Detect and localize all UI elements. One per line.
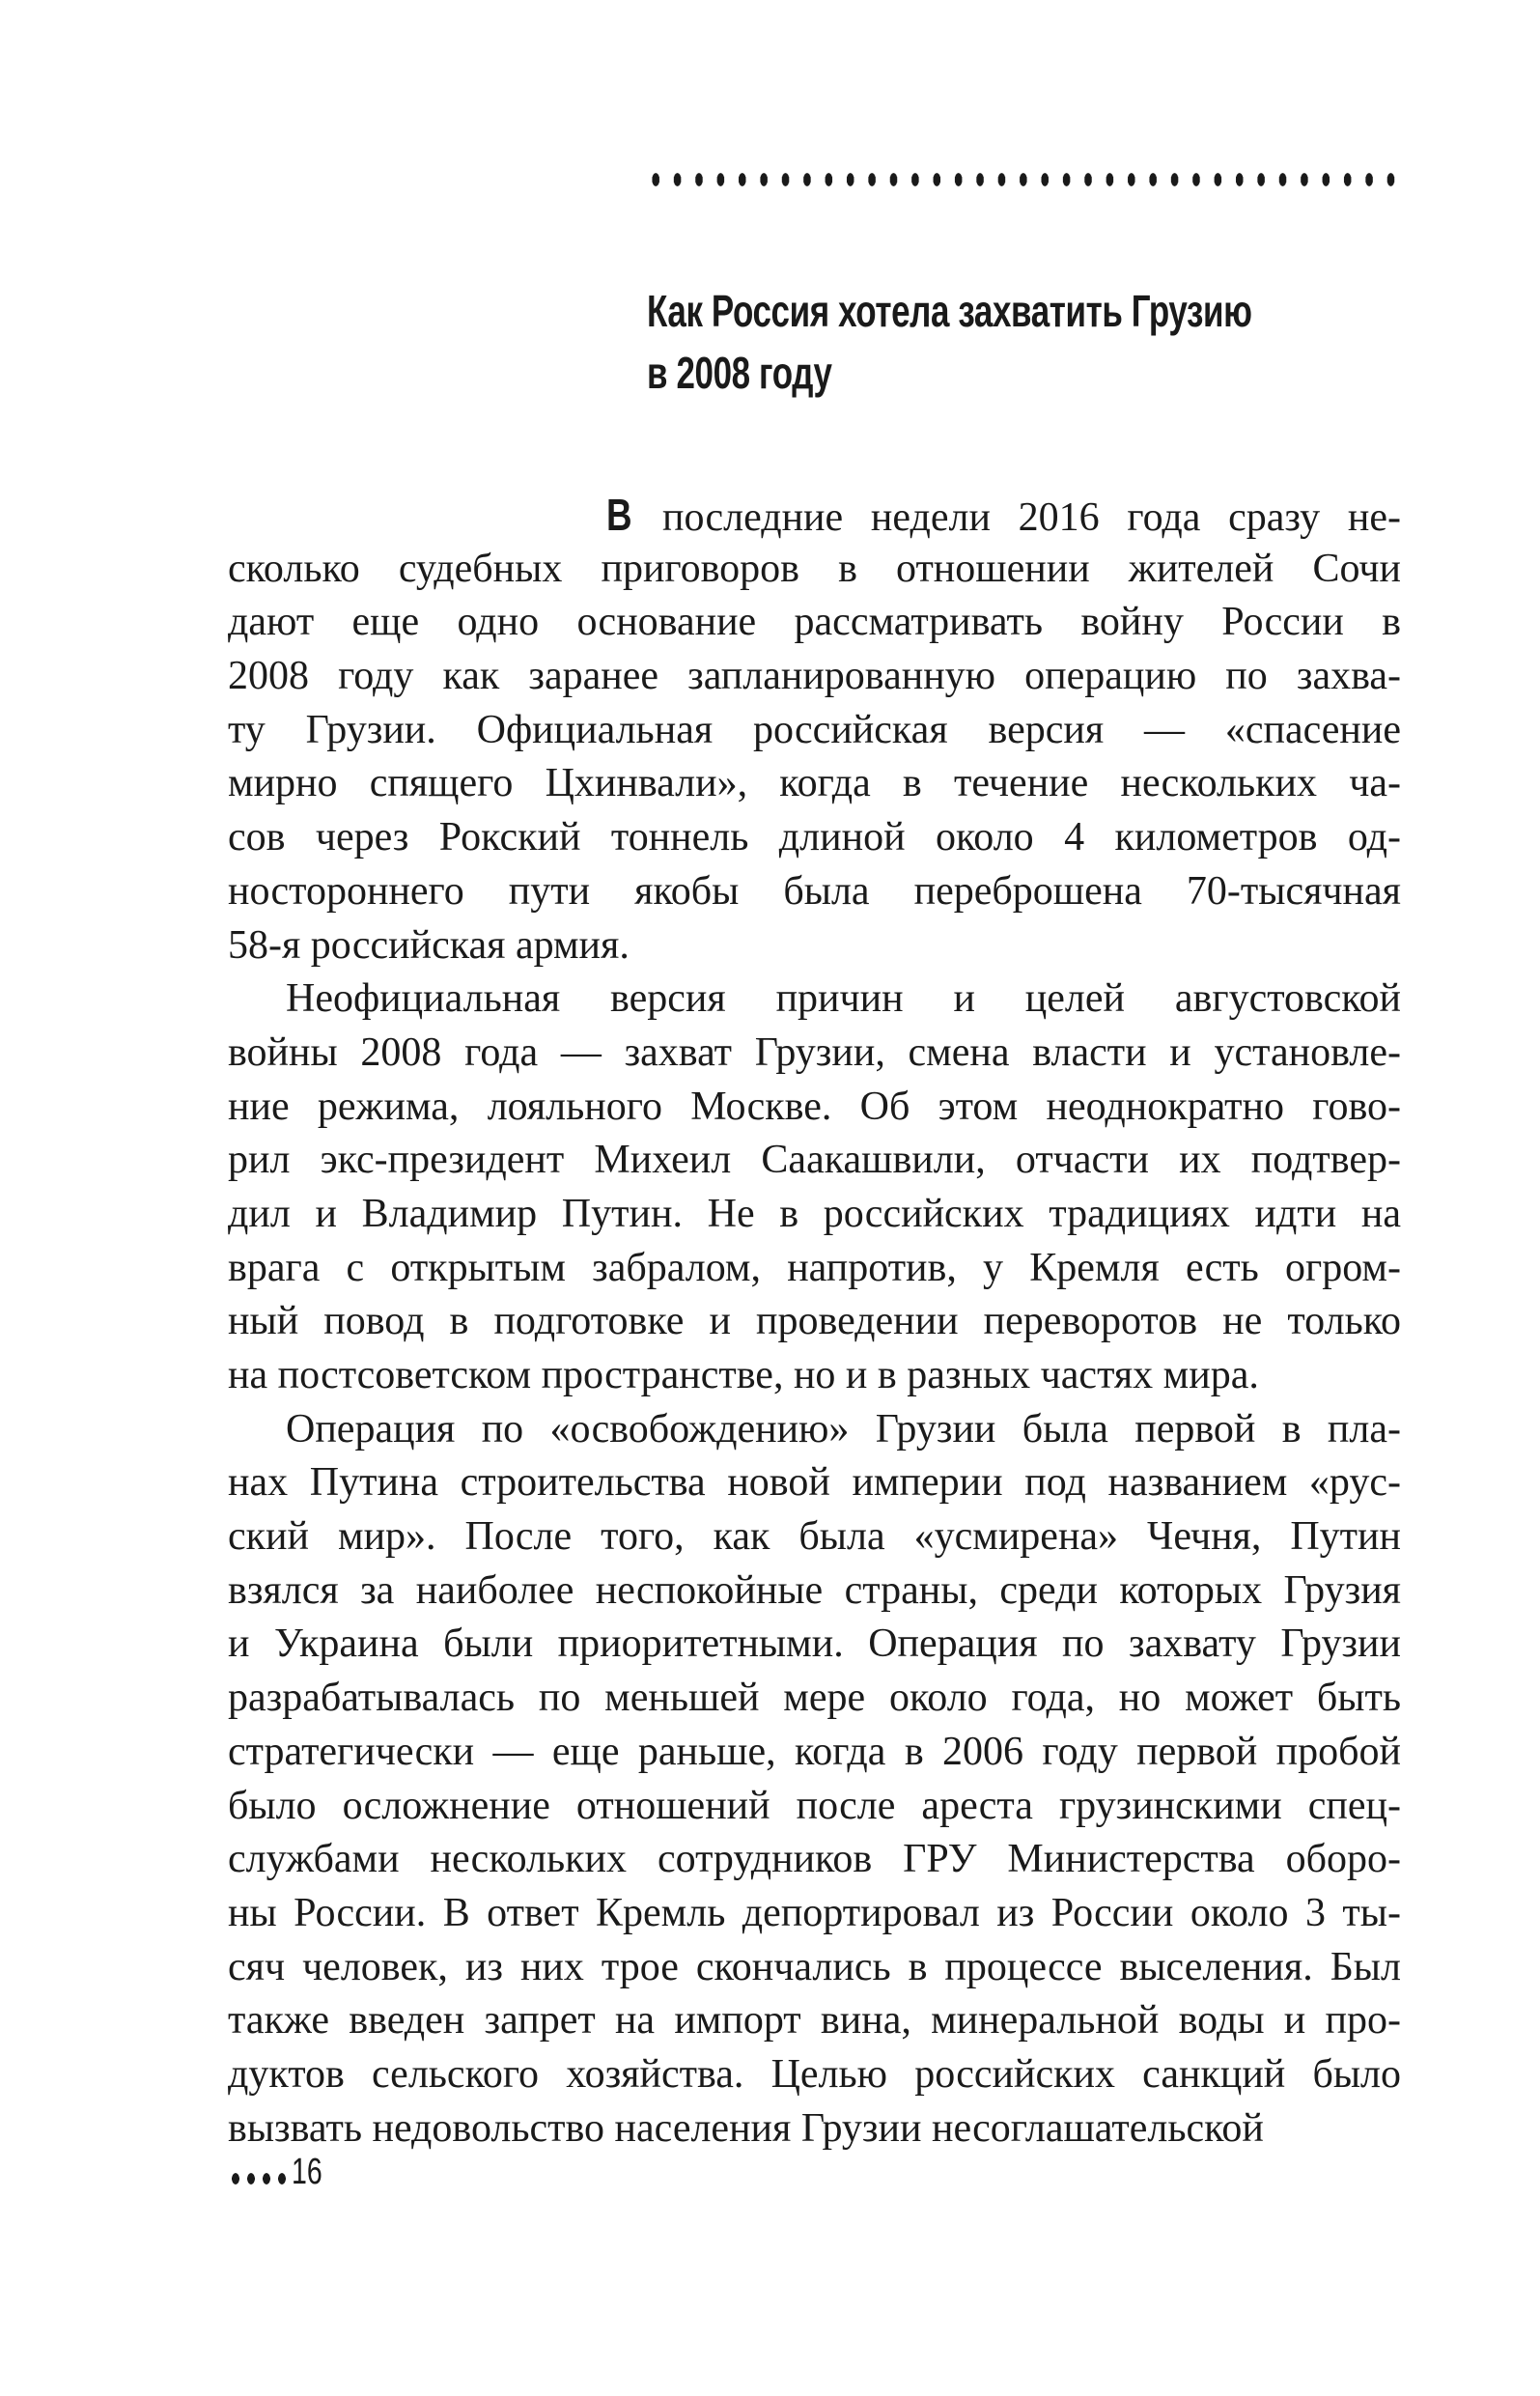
text-line xyxy=(228,1295,1401,1349)
chapter-title xyxy=(647,280,1252,404)
text-line-content: Неофициальная версия причин и целей августовской xyxy=(286,976,1401,1022)
text-line-content: дил и Владимир Путин. Не в российских традициях идти на xyxy=(228,1191,1401,1236)
paragraph xyxy=(228,972,1401,1403)
text-line xyxy=(228,1887,1401,1941)
footer-dots xyxy=(228,2172,290,2185)
text-line-content: мирно спящего Цхинвали», когда в течение нескольких ча- xyxy=(228,761,1401,806)
text-line xyxy=(228,1994,1401,2048)
text-line-content: сколько судебных приговоров в отношении жителей Сочи xyxy=(228,546,1401,591)
chapter-title-line: Как Россия хотела захватить Грузию xyxy=(647,286,1252,336)
text-line xyxy=(228,1833,1401,1887)
text-line xyxy=(228,1188,1401,1242)
text-line xyxy=(228,865,1401,919)
drop-cap: В xyxy=(606,490,632,540)
text-line-content: 2008 году как заранее запланированную операцию по захва- xyxy=(228,654,1401,699)
text-line-content: стратегически — еще раньше, когда в 2006 году первой пробой xyxy=(228,1729,1401,1774)
text-line-content: дают еще одно основание рассматривать войну России в xyxy=(228,600,1401,645)
text-line xyxy=(228,1672,1401,1726)
text-line xyxy=(228,650,1401,704)
text-line xyxy=(228,2102,1401,2156)
text-line xyxy=(228,1242,1401,1296)
text-line xyxy=(228,1456,1401,1510)
body-text xyxy=(228,489,1401,2156)
text-line-content: на постсоветском пространстве, но и в разных частях мира. xyxy=(228,1353,1259,1397)
text-line-content: службами нескольких сотрудников ГРУ Министерства оборо- xyxy=(228,1837,1401,1882)
text-line-content: было осложнение отношений после ареста грузинскими спец- xyxy=(228,1783,1401,1828)
text-line-content: рил экс-президент Михеил Саакашвили, отчасти их подтвер- xyxy=(228,1138,1401,1183)
text-line-content: ский мир». После того, как была «усмирена» Чечня, Путин xyxy=(228,1514,1401,1560)
text-line xyxy=(228,1618,1401,1672)
text-line xyxy=(228,596,1401,650)
text-line xyxy=(228,489,1401,543)
text-line xyxy=(228,1941,1401,1995)
text-line-content: сов через Рокский тоннель длиной около 4 километров од- xyxy=(228,815,1401,860)
text-line-content: дуктов сельского хозяйства. Целью российских санкций было xyxy=(228,2051,1401,2097)
page-number: 16 xyxy=(292,2152,322,2192)
text-line xyxy=(228,1134,1401,1188)
text-line xyxy=(228,1564,1401,1619)
text-line xyxy=(228,1349,1401,1403)
text-line-content: ностороннего пути якобы была переброшена 70-тысячная xyxy=(228,868,1401,914)
text-line xyxy=(228,1403,1401,1457)
text-line-content: вызвать недовольство населения Грузии несоглашательской xyxy=(228,2105,1264,2151)
text-line-content: врага с открытым забралом, напротив, у Кремля есть огром- xyxy=(228,1245,1401,1290)
text-line xyxy=(228,2048,1401,2102)
text-line-content: войны 2008 года — захват Грузии, смена власти и установле- xyxy=(228,1029,1401,1075)
chapter-title-line: в 2008 году xyxy=(647,348,832,398)
text-line-content: Операция по «освобождению» Грузии была первой в пла- xyxy=(286,1406,1401,1452)
page-footer xyxy=(228,2152,332,2193)
header-dot-rule xyxy=(645,170,1403,189)
text-line-content: ный повод в подготовке и проведении переворотов не только xyxy=(228,1299,1401,1344)
paragraph xyxy=(228,1403,1401,2156)
text-line xyxy=(228,704,1401,758)
text-line xyxy=(228,1081,1401,1135)
text-line-content: разрабатывалась по меньшей мере около года, но может быть xyxy=(228,1676,1401,1721)
text-line xyxy=(228,1726,1401,1780)
text-line-content: ны России. В ответ Кремль депортировал из России около 3 ты- xyxy=(228,1890,1401,1935)
text-line-content: последние недели 2016 года сразу не- xyxy=(661,495,1401,540)
text-line xyxy=(228,972,1401,1027)
text-line-content: нах Путина строительства новой империи под названием «рус- xyxy=(228,1460,1401,1506)
text-line-content: и Украина были приоритетными. Операция по захвату Грузии xyxy=(228,1621,1401,1667)
text-line-content: сяч человек, из них трое скончались в процессе выселения. Был xyxy=(228,1944,1401,1989)
text-line-content: ту Грузии. Официальная российская версия — «спасение xyxy=(228,707,1401,752)
text-line xyxy=(228,1027,1401,1081)
text-line-content: также введен запрет на импорт вина, минеральной воды и про- xyxy=(228,1998,1401,2044)
text-line-content: ние режима, лояльного Москве. Об этом неоднократно гово- xyxy=(228,1084,1401,1129)
text-line xyxy=(228,1510,1401,1564)
text-line-content: 58-я российская армия. xyxy=(228,922,630,968)
text-line xyxy=(228,1780,1401,1834)
text-line xyxy=(228,757,1401,811)
text-line-content: взялся за наиболее неспокойные страны, среди которых Грузия xyxy=(228,1567,1401,1613)
text-line xyxy=(228,919,1401,973)
text-line xyxy=(228,811,1401,865)
paragraph xyxy=(228,489,1401,972)
text-line xyxy=(228,543,1401,597)
